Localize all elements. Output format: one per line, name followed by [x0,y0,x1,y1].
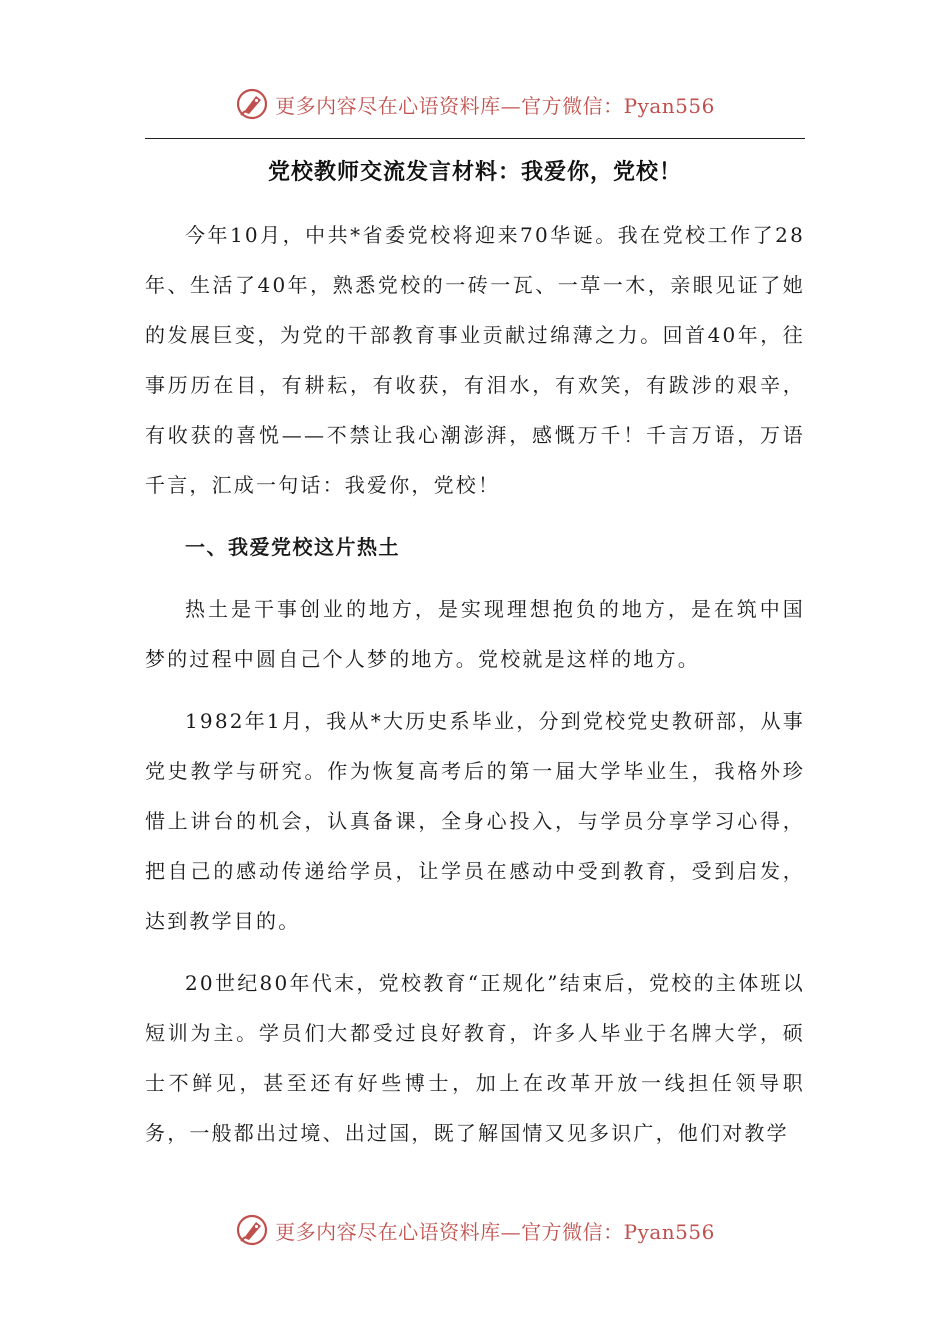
document-title: 党校教师交流发言材料：我爱你，党校！ [267,159,682,185]
pen-nib-logo-icon [235,1213,269,1247]
header-banner [0,84,950,124]
pen-nib-logo-icon [235,87,269,121]
section-heading-1: 一、我爱党校这片热土 [185,535,400,559]
paragraph-1982: 1982年1月，我从*大历史系毕业，分到党校党史教研部，从事党史教学与研究。作为恢复高考后的第一届大学毕业生，我格外珍惜上讲台的机会，认真备课，全身心投入，与学员分享学习心得，把自己的感动传递给学员，让学员在感动中受到教育，受到启发，达到教学目的。 [145,709,805,933]
paragraph-intro: 今年10月，中共*省委党校将迎来70华诞。我在党校工作了28年、生活了40年，熟悉党校的一砖一瓦、一草一木，亲眼见证了她的发展巨变，为党的干部教育事业贡献过绵薄之力。回首40年，往事历历在目，有耕耘，有收获，有泪水，有欢笑，有跋涉的艰辛，有收获的喜悦——不禁让我心潮澎湃，感慨万千！千言万语，万语千言，汇成一句话：我爱你，党校！ [145,223,805,497]
footer-banner [0,1210,950,1250]
paragraph-1980s: 20世纪80年代末，党校教育“正规化”结束后，党校的主体班以短训为主。学员们大都受过良好教育，许多人毕业于名牌大学，硕士不鲜见，甚至还有好些博士，加上在改革开放一线担任领导职务，一般都出过境、出过国，既了解国情又见多识广，他们对教学 [145,971,805,1145]
paragraph-hot-land: 热土是干事创业的地方，是实现理想抱负的地方，是在筑中国梦的过程中圆自己个人梦的地方。党校就是这样的地方。 [145,597,805,671]
document-body [145,210,805,1170]
header-divider [145,138,805,139]
header-banner-text: 更多内容尽在心语资料库—官方微信：Pyan556 [275,93,715,118]
footer-banner-text: 更多内容尽在心语资料库—官方微信：Pyan556 [275,1219,715,1244]
